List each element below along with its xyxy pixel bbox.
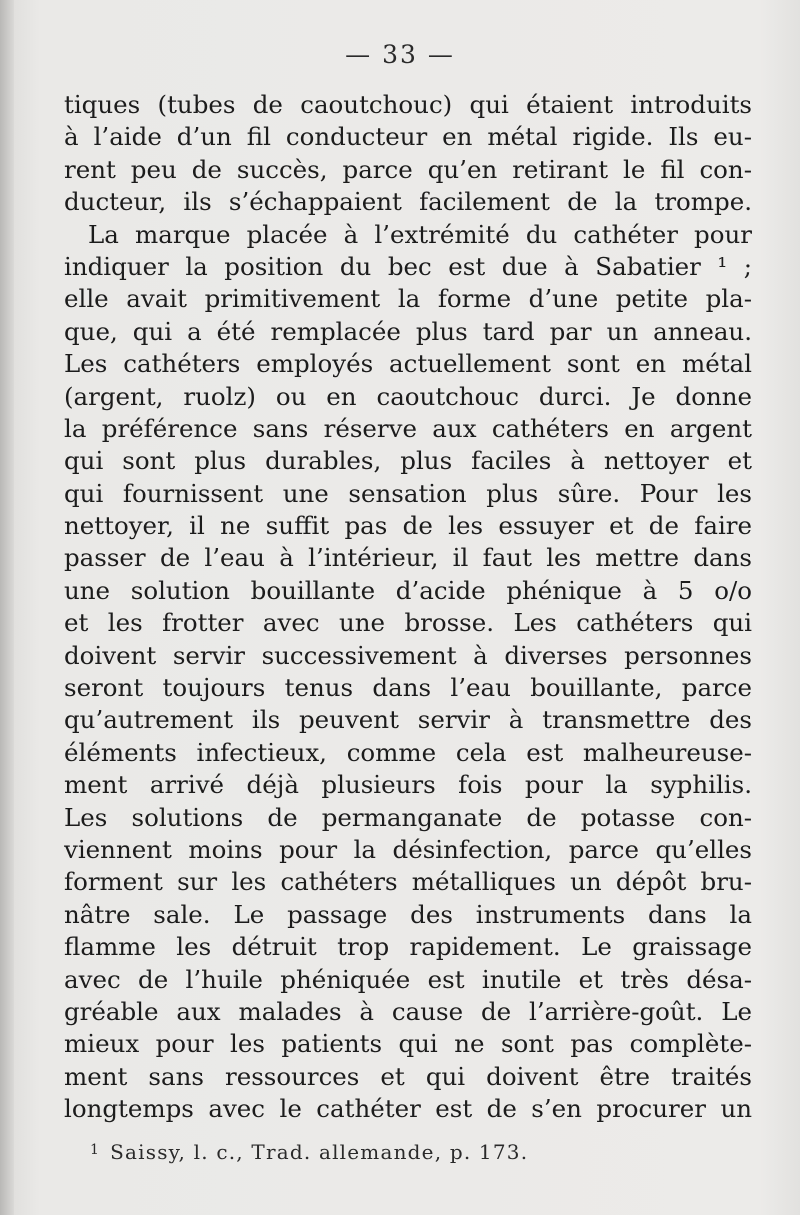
text-line: la préférence sans réserve aux cathéters en argent [64,413,752,443]
text-line: flamme les détruit trop rapidement. Le graissage [64,932,752,962]
text-line: gréable aux malades à cause de l’arrière-goût. Le [64,996,752,1026]
text-line: qui fournissent une sensation plus sûre. Pour les [64,478,752,508]
text-line: passer de l’eau à l’intérieur, il faut les mettre dans [64,543,752,573]
text-line: que, qui a été remplacée plus tard par un anneau. [64,316,752,346]
text-line: ment arrivé déjà plusieurs fois pour la syphilis. [64,770,752,800]
text-line: ment sans ressources et qui doivent être traités [64,1061,752,1091]
text-line: nettoyer, il ne suffit pas de les essuyer et de faire [64,511,752,541]
text-line: seront toujours tenus dans l’eau bouillante, parce [64,673,752,703]
text-line: La marque placée à l’extrémité du cathéter pour [88,219,752,249]
text-line: tiques (tubes de caoutchouc) qui étaient introduits [64,90,752,119]
text-line: elle avait primitivement la forme d’une petite pla- [64,284,752,314]
text-line: avec de l’huile phéniquée est inutile et très désa- [64,964,752,994]
text-line: qui sont plus durables, plus faciles à nettoyer et [64,446,752,476]
text-line: qu’autrement ils peuvent servir à transmettre des [64,705,752,735]
text-line: (argent, ruolz) ou en caoutchouc durci. Je donne [64,381,752,411]
text-line: Les solutions de permanganate de potasse con- [64,802,752,832]
page-binding-edge [0,0,14,1215]
text-line: indiquer la position du bec est due à Sabatier ¹ ; [64,251,752,281]
text-line: à l’aide d’un fil conducteur en métal rigide. Ils eu- [64,122,752,152]
footnote [90,1140,528,1164]
footnote-text: Saissy, l. c., Trad. allemande, p. 173. [110,1140,529,1164]
text-line: Les cathéters employés actuellement sont en métal [64,349,752,379]
text-line: forment sur les cathéters métalliques un dépôt bru- [64,867,752,897]
text-line: nâtre sale. Le passage des instruments dans la [64,899,752,929]
text-line: ducteur, ils s’échappaient facilement de la trompe. [64,187,752,217]
text-line: une solution bouillante d’acide phénique à 5 o/o [64,575,752,605]
text-line: rent peu de succès, parce qu’en retirant le fil con- [64,154,752,184]
body-text [64,89,752,1126]
text-line: doivent servir successivement à diverses personnes [64,640,752,670]
text-line: viennent moins pour la désinfection, parce qu’elles [64,834,752,864]
text-line: éléments infectieux, comme cela est malheureuse- [64,737,752,767]
footnote-marker: 1 [90,1142,101,1158]
text-line: et les frotter avec une brosse. Les cathéters qui [64,608,752,638]
text-line: mieux pour les patients qui ne sont pas complète- [64,1029,752,1059]
text-line: longtemps avec le cathéter est de s’en procurer un [64,1094,752,1124]
page-number: — 33 — [345,40,455,69]
